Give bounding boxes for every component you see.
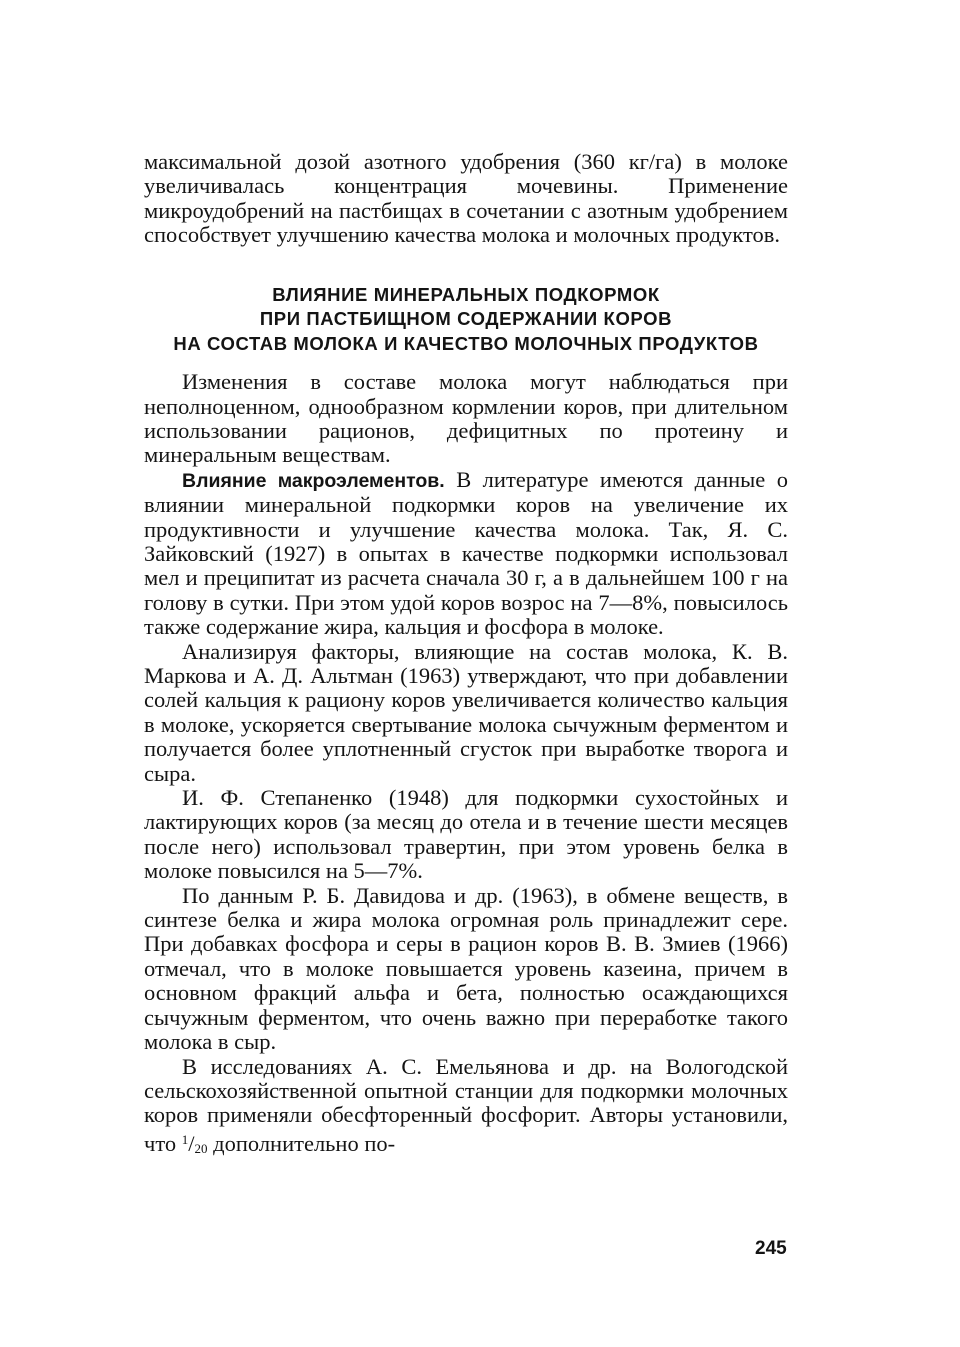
paragraph-3: Анализируя факторы, влияющие на состав молока, К. В. Маркова и А. Д. Альтман (1963) утверждают, что при добавлении солей кальция к рациону коров увеличивается количество кальция в молоке, ускоряется свертывание молока сычужным ферментом и получается более уплотненный сгусток при выработке творога и сыра. xyxy=(144,638,788,786)
fraction-numerator: 1 xyxy=(181,1131,189,1147)
paragraph-2 xyxy=(144,468,788,640)
runin-heading: Влияние макроэлементов. xyxy=(182,469,445,492)
section-heading xyxy=(144,283,788,357)
text-column xyxy=(144,150,788,1161)
page-number: 245 xyxy=(755,1238,787,1259)
paragraph-2-text: В литературе имеются данные о влиянии минеральной подкормки коров на увеличение их продуктивности и улучшение качества молока. Так, Я. С. Зайковский (1927) в опытах в качестве подкормки использовал мел и преципитат из расчета сначала 30 г, а в дальнейшем 100 г на голову в сутки. При этом удой коров возрос на 7—8%, повысилось также содержание жира, кальция и фосфора в молоке. xyxy=(144,466,788,640)
paragraph-6-text: В исследованиях А. С. Емельянова и др. на Вологодской сельскохозяйственной опытной станции для подкормки молочных коров применяли обесфторенный фосфорит. Авторы установили, что xyxy=(144,1053,788,1156)
paragraph-6: В исследованиях А. С. Емельянова и др. на Вологодской сельскохозяйственной опытной станции для подкормки молочных коров применяли обесфторенный фосфорит. Авторы установили, что $^1$/20 дополнительно по- xyxy=(144,1053,788,1156)
heading-line-3: НА СОСТАВ МОЛОКА И КАЧЕСТВО МОЛОЧНЫХ ПРОДУКТОВ xyxy=(173,332,759,354)
heading-line-1: ВЛИЯНИЕ МИНЕРАЛЬНЫХ ПОДКОРМОК xyxy=(272,283,660,305)
paragraph-5: По данным Р. Б. Давидова и др. (1963), в обмене веществ, в синтезе белка и жира молока огромная роль принадлежит сере. При добавках фосфора и серы в рацион коров В. В. Змиев (1966) отмечал, что в молоке повышается уровень казеина, причем в основном фракций альфа и бета, полностью осаждающихся сычужным ферментом, что очень важно при переработке такого молока в сыр. xyxy=(144,882,788,1055)
intro-paragraph: максимальной дозой азотного удобрения (360 кг/га) в молоке увеличивалась концентрация мочевины. Применение микроудобрений на пастбищах в сочетании с азотным удобрением способствует улучшению качества молока и молочных продуктов. xyxy=(144,149,788,248)
heading-line-2: ПРИ ПАСТБИЩНОМ СОДЕРЖАНИИ КОРОВ xyxy=(259,308,673,330)
paragraph-6-tail: дополнительно по- xyxy=(207,1130,396,1156)
paragraph-1: Изменения в составе молока могут наблюдаться при неполноценном, однообразном кормлении коров, при длительном использовании рационов, дефицитных по протеину и минеральным веществам. xyxy=(144,369,788,468)
fraction-denominator: 20 xyxy=(194,1140,208,1156)
paragraph-4: И. Ф. Степаненко (1948) для подкормки сухостойных и лактирующих коров (за месяц до отела и в течение шести месяцев после него) использовал травертин, при этом уровень белка в молоке повысился на 5—7%. xyxy=(144,785,788,884)
